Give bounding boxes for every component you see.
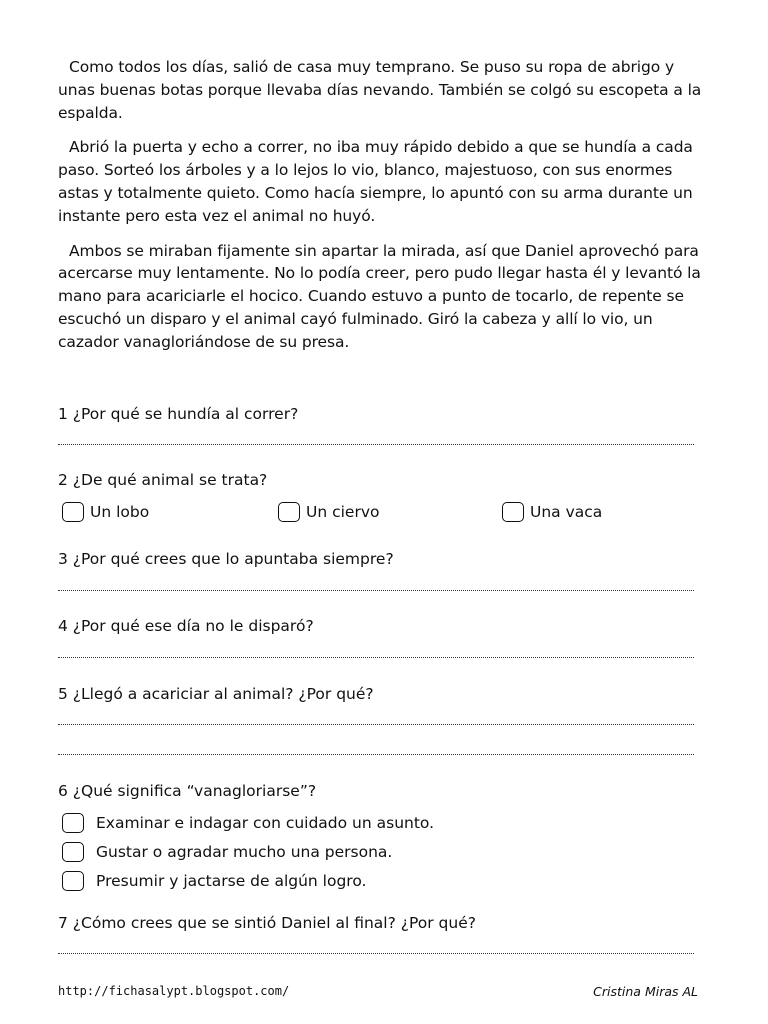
checkbox[interactable] xyxy=(62,813,84,833)
checkbox[interactable] xyxy=(62,871,84,891)
question-5: 5 ¿Llegó a acariciar al animal? ¿Por qué? xyxy=(58,685,374,703)
option-ciervo[interactable] xyxy=(278,502,380,522)
checkbox[interactable] xyxy=(62,502,84,522)
answer-line-5a[interactable] xyxy=(58,724,694,725)
footer-author: Cristina Miras AL xyxy=(593,984,698,999)
option-label: Examinar e indagar con cuidado un asunto. xyxy=(96,814,435,832)
option-label: Una vaca xyxy=(530,503,603,521)
checkbox[interactable] xyxy=(278,502,300,522)
question-4: 4 ¿Por qué ese día no le disparó? xyxy=(58,617,314,635)
option-presumir[interactable] xyxy=(62,871,366,891)
answer-line-3[interactable] xyxy=(58,590,694,591)
option-examinar[interactable] xyxy=(62,813,434,833)
answer-line-4[interactable] xyxy=(58,657,694,658)
footer-url[interactable]: http://fichasalypt.blogspot.com/ xyxy=(58,984,290,998)
question-6: 6 ¿Qué significa “vanagloriarse”? xyxy=(58,782,317,800)
option-label: Gustar o agradar mucho una persona. xyxy=(96,843,393,861)
question-1: 1 ¿Por qué se hundía al correr? xyxy=(58,405,299,423)
option-vaca[interactable] xyxy=(502,502,602,522)
story-paragraph-3: Ambos se miraban fijamente sin apartar la mirada, así que Daniel aprovechó para acercarse muy lentamente. No lo podía creer, pero pudo llegar hasta él y levantó la mano para acariciarle el hocico. Cuando estuvo a punto de tocarlo, de repente se escuchó un disparo y el animal cayó fulminado. Giró la cabeza y allí lo vio, un cazador vanagloriándose de su presa. xyxy=(58,241,701,351)
question-7: 7 ¿Cómo crees que se sintió Daniel al final? ¿Por qué? xyxy=(58,914,476,932)
question-2: 2 ¿De qué animal se trata? xyxy=(58,471,268,489)
option-lobo[interactable] xyxy=(62,502,149,522)
answer-line-7[interactable] xyxy=(58,953,694,954)
option-label: Presumir y jactarse de algún logro. xyxy=(96,872,367,890)
checkbox[interactable] xyxy=(502,502,524,522)
option-label: Un lobo xyxy=(90,503,150,521)
story-paragraph-1: Como todos los días, salió de casa muy temprano. Se puso su ropa de abrigo y unas buenas botas porque llevaba días nevando. También se colgó su escopeta a la espalda. xyxy=(58,58,702,122)
story-text xyxy=(58,56,710,354)
option-gustar[interactable] xyxy=(62,842,392,862)
story-paragraph-2: Abrió la puerta y echo a correr, no iba muy rápido debido a que se hundía a cada paso. Sorteó los árboles y a lo lejos lo vio, blanco, majestuoso, con sus enormes astas y totalmente quieto. Como hacía siempre, lo apuntó con su arma durante un instante pero esta vez el animal no huyó. xyxy=(58,138,693,225)
answer-line-1[interactable] xyxy=(58,444,694,445)
question-3: 3 ¿Por qué crees que lo apuntaba siempre? xyxy=(58,550,394,568)
answer-line-5b[interactable] xyxy=(58,754,694,755)
checkbox[interactable] xyxy=(62,842,84,862)
option-label: Un ciervo xyxy=(306,503,380,521)
